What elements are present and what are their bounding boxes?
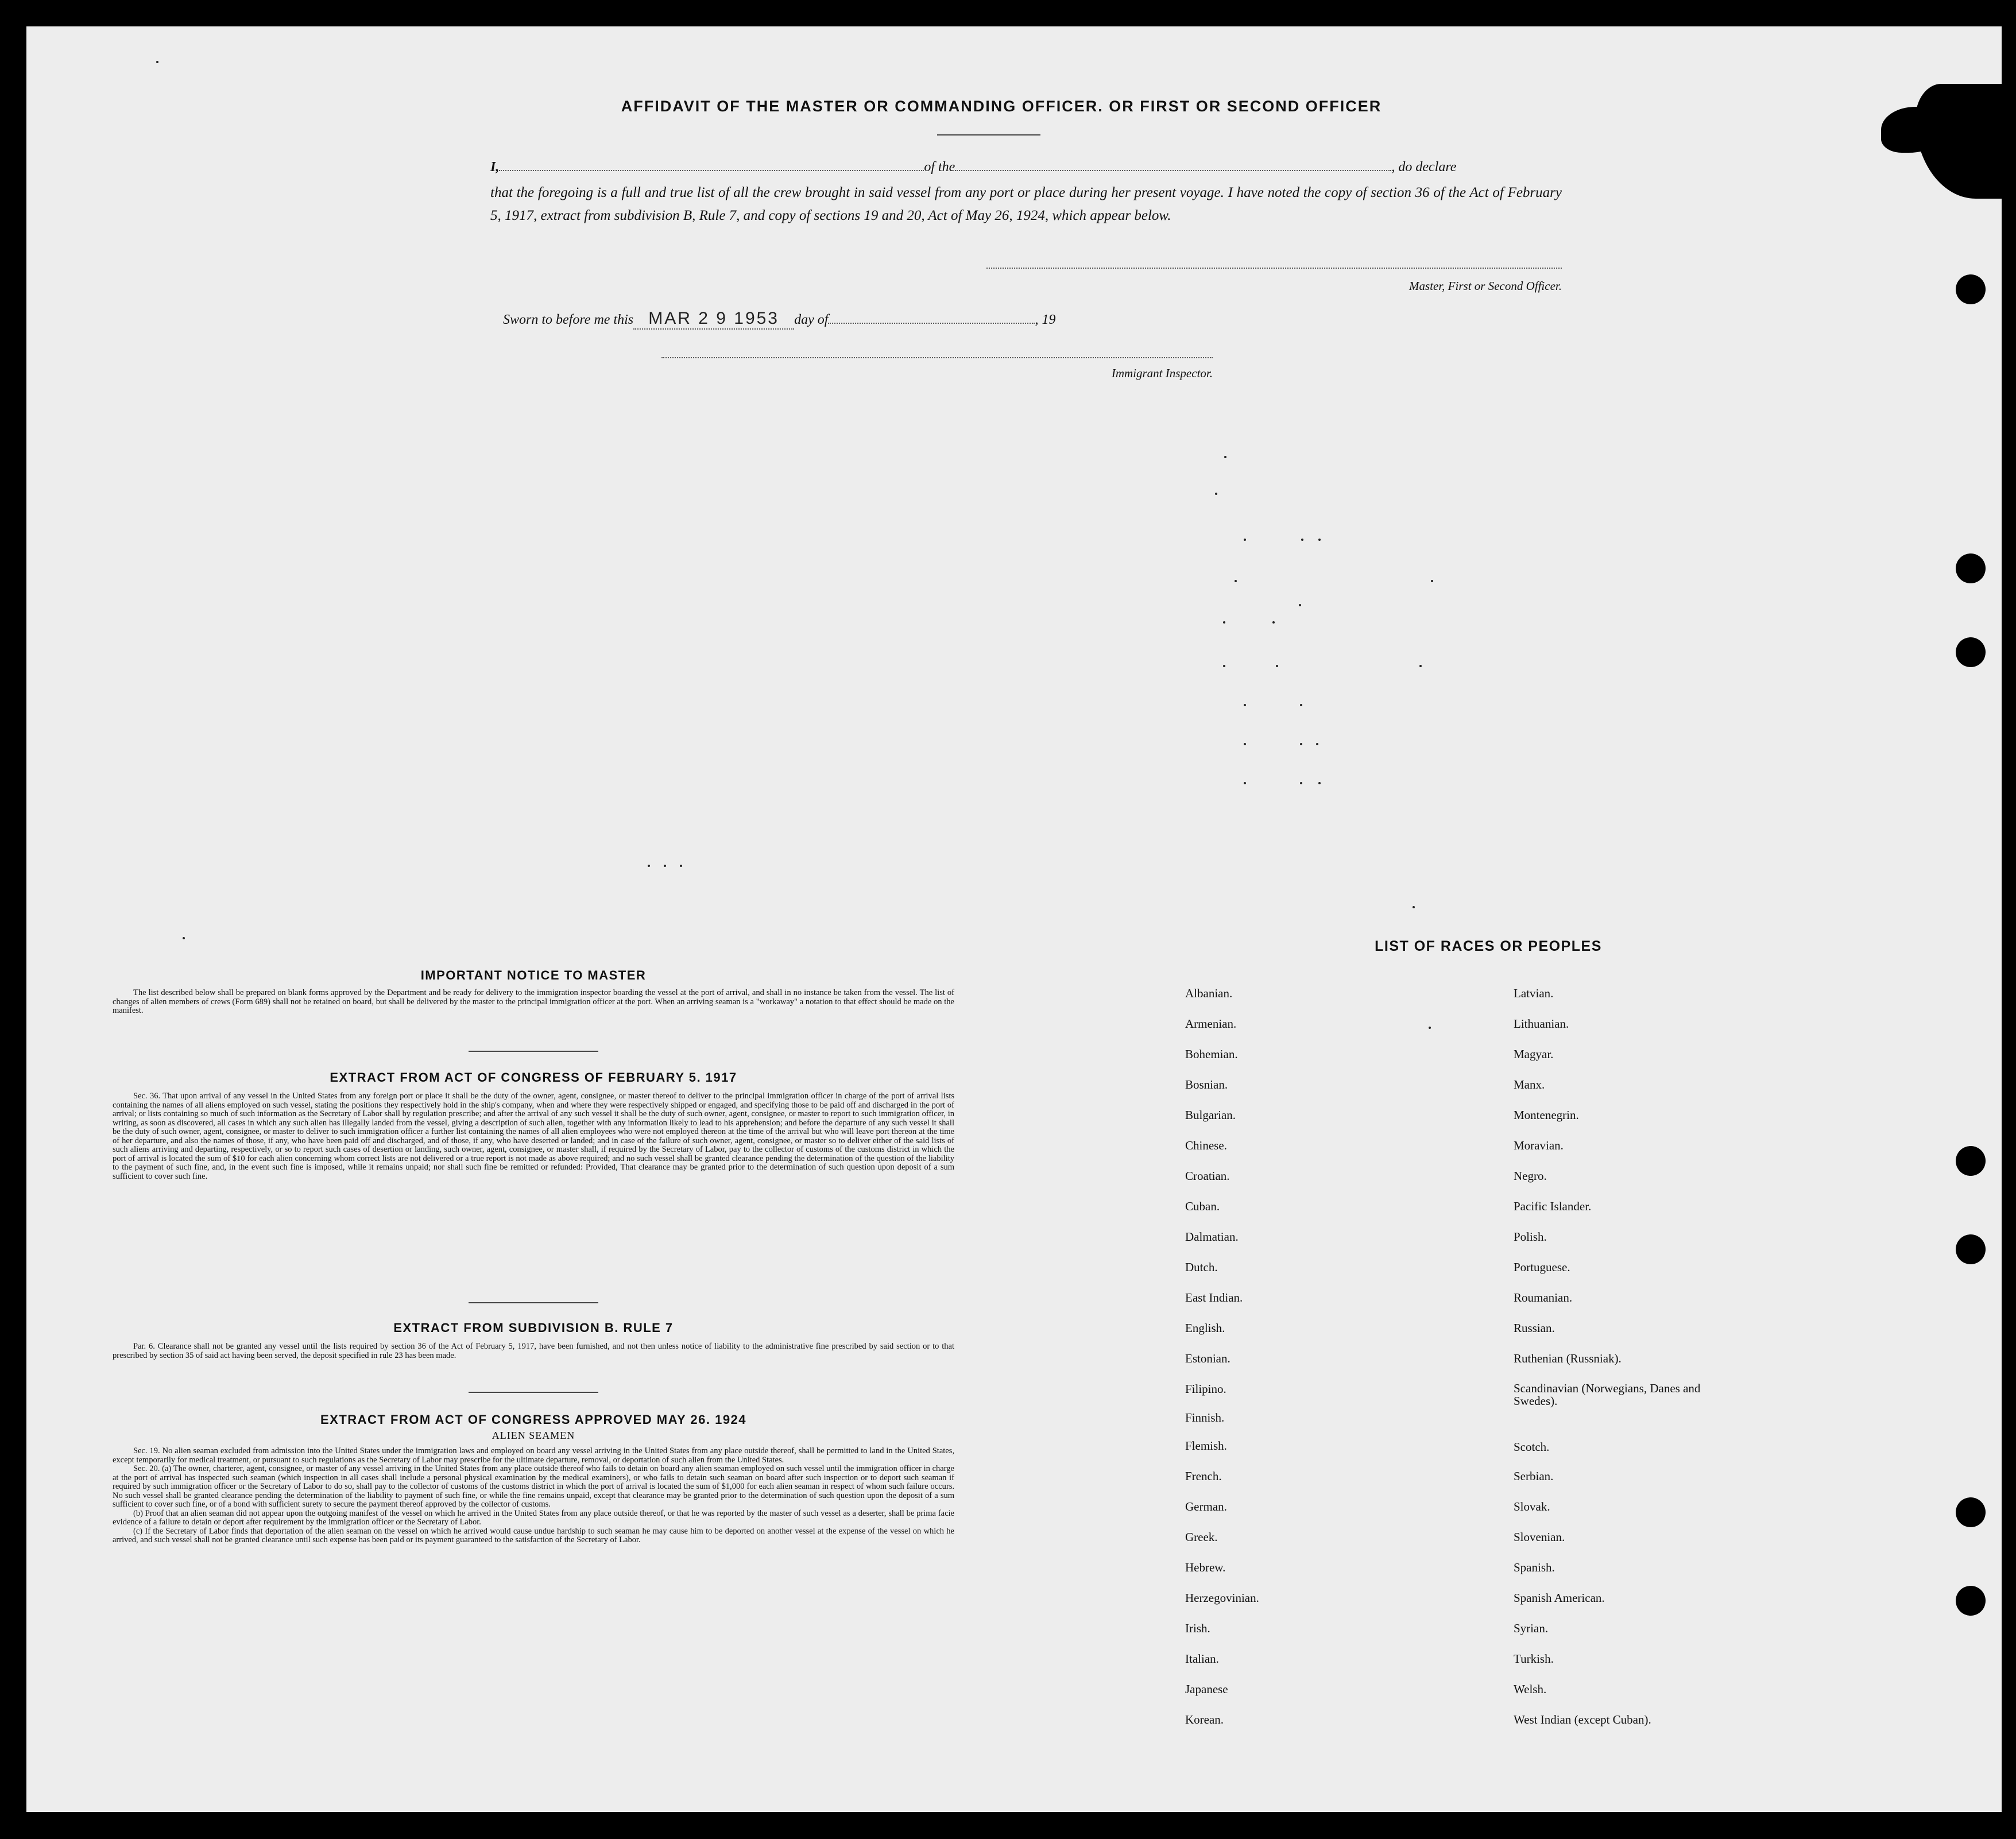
race-right-item: Syrian. (1514, 1621, 1549, 1635)
speck (648, 865, 650, 867)
speck (1235, 580, 1237, 582)
race-left-item: Bulgarian. (1185, 1108, 1236, 1122)
name-field[interactable] (499, 170, 924, 171)
race-right-item: West Indian (except Cuban). (1514, 1713, 1651, 1726)
race-left-item: Korean. (1185, 1713, 1224, 1726)
title-underline (937, 134, 1040, 135)
race-left-item: Albanian. (1185, 986, 1233, 1000)
race-right-item: Ruthenian (Russniak). (1514, 1352, 1622, 1365)
month-field[interactable] (828, 323, 1035, 324)
race-right-item: Roumanian. (1514, 1291, 1573, 1304)
speck (1223, 665, 1225, 667)
races-title: LIST OF RACES OR PEOPLES (1375, 938, 1602, 954)
race-right-item: Scotch. (1514, 1440, 1550, 1454)
race-left-item: Italian. (1185, 1652, 1219, 1666)
inspector-signature-field[interactable] (661, 357, 1213, 358)
speck (1215, 493, 1217, 495)
speck (1316, 743, 1318, 745)
notice-text (113, 989, 954, 1016)
notice-paragraph: The list described below shall be prepared on blank forms approved by the Department and be ready for delivery to the immigration inspector boarding the vessel at the port of arrival, and shall in no instance be taken from the vessel. The list of changes of alien members of crews (Form 689) shall not be retained on board, but shall be delivered by the master to the principal immigration officer at the port. When an arriving seaman is a "workaway" a notation to that effect should be made on the manifest. (113, 988, 954, 1015)
race-right-item: Russian. (1514, 1321, 1555, 1335)
sworn-year: , 19 (1035, 312, 1056, 327)
document-page (26, 26, 2002, 1812)
speck (1429, 1027, 1431, 1029)
race-left-item: Dalmatian. (1185, 1230, 1239, 1244)
race-right-item: Turkish. (1514, 1652, 1554, 1666)
race-left-item: Estonian. (1185, 1352, 1231, 1365)
master-signature-field[interactable] (986, 268, 1562, 269)
speck (1300, 743, 1302, 745)
race-left-item: Chinese. (1185, 1139, 1227, 1152)
race-left-item: Filipino. (1185, 1382, 1226, 1396)
race-right-item: Slovenian. (1514, 1530, 1565, 1544)
binder-hole (1956, 1497, 1986, 1527)
race-left-item: Finnish. (1185, 1411, 1225, 1424)
race-left-item: Armenian. (1185, 1017, 1237, 1031)
speck (664, 865, 666, 867)
race-left-item: Irish. (1185, 1621, 1210, 1635)
race-left-item: Cuban. (1185, 1199, 1220, 1213)
race-left-item: English. (1185, 1321, 1225, 1335)
race-left-item: Hebrew. (1185, 1561, 1226, 1574)
declaration-declare: , do declare (1391, 160, 1457, 175)
race-right-item: Serbian. (1514, 1469, 1554, 1483)
sworn-day-of: day of (794, 312, 829, 327)
rule7-title: EXTRACT FROM SUBDIVISION B. RULE 7 (393, 1321, 674, 1335)
declaration-line (490, 160, 1562, 175)
race-right-item: Manx. (1514, 1078, 1545, 1091)
race-right-item: Spanish American. (1514, 1591, 1605, 1605)
rule7-text (113, 1342, 954, 1360)
speck (1318, 539, 1321, 541)
race-left-item: Croatian. (1185, 1169, 1230, 1183)
section-divider (469, 1302, 598, 1303)
extract-1924-subtitle: ALIEN SEAMEN (492, 1430, 575, 1441)
race-right-item: Moravian. (1514, 1139, 1564, 1152)
extract-1917-text (113, 1092, 954, 1181)
sec20b-paragraph: (b) Proof that an alien seaman did not appear upon the outgoing manifest of the vessel on which he arrived in the United States from any place outside thereof, or that he was reported by the master of such vessel as a deserter, shall be prima facie evidence of a failure to detain or deport after requirement by the immigration officer or the Secretary of Labor. (113, 1508, 954, 1527)
race-left-item: Dutch. (1185, 1260, 1218, 1274)
race-right-item: Portuguese. (1514, 1260, 1570, 1274)
speck (1300, 782, 1302, 784)
speck (183, 937, 185, 939)
race-left-item: East Indian. (1185, 1291, 1243, 1304)
speck (1244, 782, 1246, 784)
binder-hole (1956, 1234, 1986, 1264)
extract-1917-title: EXTRACT FROM ACT OF CONGRESS OF FEBRUARY 5. 1917 (330, 1070, 737, 1085)
race-right-item: Lithuanian. (1514, 1017, 1569, 1031)
extract-1924-text (113, 1447, 954, 1545)
binder-hole (1956, 1586, 1986, 1616)
speck (1419, 665, 1422, 667)
speck (156, 61, 158, 63)
race-left-item: Bohemian. (1185, 1047, 1238, 1061)
race-right-item: Welsh. (1514, 1682, 1547, 1696)
sworn-date-field[interactable] (633, 309, 794, 330)
sec20a-paragraph: Sec. 20. (a) The owner, charterer, agent, consignee, or master of any vessel arriving in the United States from any place outside thereof who fails to detain on board any alien seaman employed on such vessel until the immigration officer in charge at the port of arrival has inspected such seaman (which inspection in all cases shall include a personal physical examination by the medical examiners), or who fails to detain such seaman on board after such inspection or to deport such seaman if required by such immigration officer or the Secretary of Labor to do so, shall pay to the collector of customs of the customs district in which the port of arrival is located the sum of $1,000 for each alien seaman in respect of whom such failure occurs. No such vessel shall be granted clearance pending the determination of the liability to payment of such fine, or while the fine remains unpaid, except that clearance may be granted prior to the determination of such question upon the deposit of a sum sufficient to cover such fine, or of a bond with sufficient surety to secure the payment thereof approved by the collector of customs. (113, 1464, 954, 1509)
race-left-item: French. (1185, 1469, 1222, 1483)
race-right-item: Pacific Islander. (1514, 1199, 1592, 1213)
race-right-item: Montenegrin. (1514, 1108, 1579, 1122)
speck (1318, 782, 1321, 784)
section-divider (469, 1051, 598, 1052)
speck (1301, 539, 1303, 541)
rule7-paragraph: Par. 6. Clearance shall not be granted any vessel until the lists required by section 36 of the Act of February 5, 1917, have been furnished, and not then unless notice of liability to the administrative fine prescribed by said section or to that prescribed by section 35 of said act having been served, the deposit specified in rule 23 has been made. (113, 1342, 954, 1360)
race-left-item: Herzegovinian. (1185, 1591, 1259, 1605)
speck (1223, 621, 1225, 624)
race-right-item: Negro. (1514, 1169, 1547, 1183)
speck (1413, 906, 1415, 908)
speck (1300, 704, 1302, 706)
race-right-item: Scandinavian (Norwegians, Danes and Swedes). (1514, 1381, 1701, 1408)
extract-1917-paragraph: Sec. 36. That upon arrival of any vessel in the United States from any foreign port or place it shall be the duty of the owner, agent, consignee, or master thereof to deliver to the principal immigration officer in charge of the port of arrival lists containing the names of all aliens employed on such vessel, stating the positions they respectively hold in the ship's company, when and where they were respectively shipped or engaged, and specifying those to be paid off and discharged in the port of arrival; or lists containing so much of such information as the Secretary of Labor shall by regulation prescribe; and after the arrival of any such vessel it shall be the duty of such owner, agent, consignee, or master to report to such immigration officer, in writing, as soon as discovered, all cases in which any such alien has illegally landed from the vessel, giving a description of such alien, together with any information likely to lead to his apprehension; and before the departure of any such vessel it shall be the duty of such owner, agent, consignee, or master to deliver to such immigration officer a further list containing the names of all alien employees who were not employed thereon at the time of the arrival but who will leave port thereon at the time of her departure, and also the names of those, if any, who have been paid off and discharged, and of those, if any, who have deserted or landed; and in case of the failure of such owner, agent, consignee, or master so to deliver either of the said lists of such aliens arriving and departing, respectively, or so to report such cases of desertion or landing, such owner, agent, consignee, or master shall, if required by the Secretary of Labor, pay to the collector of customs of the customs district in which the port of arrival is located the sum of $10 for each alien concerning whom correct lists are not delivered or a true report is not made as above required; and no such vessel shall be granted clearance pending the determination of the question of the liability to the payment of such fine, and, in the event such fine is imposed, while it remains unpaid; nor shall such fine be remitted or refunded: Provided, That clearance may be granted prior to the determination of such question upon deposit of a sum sufficient to cover such fine. (113, 1091, 954, 1181)
race-right-item: Slovak. (1514, 1500, 1550, 1513)
date-stamp: MAR 2 9 1953 (648, 309, 779, 328)
master-caption: Master, First or Second Officer. (1409, 279, 1562, 293)
race-left-item: Japanese (1185, 1682, 1228, 1696)
affidavit-title: AFFIDAVIT OF THE MASTER OR COMMANDING OFFICER. OR FIRST OR SECOND OFFICER (621, 98, 1382, 115)
race-right-item: Spanish. (1514, 1561, 1555, 1574)
race-left-item: Greek. (1185, 1530, 1218, 1544)
race-right-item: Latvian. (1514, 986, 1554, 1000)
sworn-prefix: Sworn to before me this (503, 312, 634, 327)
race-left-item: Flemish. (1185, 1439, 1227, 1453)
vessel-field[interactable] (955, 170, 1391, 171)
race-left-item: Bosnian. (1185, 1078, 1228, 1091)
speck (1224, 456, 1226, 458)
binder-hole (1956, 637, 1986, 667)
torn-corner-edge (1916, 84, 2002, 199)
speck (1244, 704, 1246, 706)
speck (1244, 539, 1246, 541)
race-right-item: Polish. (1514, 1230, 1547, 1244)
sec20c-paragraph: (c) If the Secretary of Labor finds that deportation of the alien seaman on the vessel on which he arrived would cause undue hardship to such seaman he may cause him to be deported on another vessel at the expense of the vessel on which he arrived, and such vessel shall not be granted clearance until such expense has been paid or its payment guaranteed to the satisfaction of the Secretary of Labor. (113, 1526, 954, 1544)
declaration-i: I, (490, 160, 500, 175)
notice-title: IMPORTANT NOTICE TO MASTER (420, 968, 647, 982)
speck (1276, 665, 1278, 667)
speck (680, 865, 682, 867)
binder-hole (1956, 1146, 1986, 1176)
speck (1244, 743, 1246, 745)
speck (1299, 604, 1301, 606)
sworn-line (503, 309, 1192, 330)
declaration-of-the: of the (924, 160, 955, 175)
sec19-paragraph: Sec. 19. No alien seaman excluded from admission into the United States under the immigration laws and employed on board any vessel arriving in the United States from any place outside thereof, shall be permitted to land in the United States, except temporarily for medical treatment, or pursuant to such regulations as the Secretary of Labor may prescribe for the ultimate departure, removal, or deportation of such alien from the United States. (113, 1446, 954, 1465)
race-left-item: German. (1185, 1500, 1227, 1513)
race-right-item: Magyar. (1514, 1047, 1554, 1061)
declaration-body: that the foregoing is a full and true list of all the crew brought in said vessel from any port or place during her present voyage. I have noted the copy of section 36 of the Act of February 5, 1917, extract from subdivision B, Rule 7, and copy of sections 19 and 20, Act of May 26, 1924, which appear below. (490, 185, 1562, 223)
inspector-caption: Immigrant Inspector. (1111, 366, 1213, 380)
section-divider (469, 1392, 598, 1393)
speck (1431, 580, 1433, 582)
speck (1272, 621, 1275, 624)
binder-hole (1956, 553, 1986, 583)
extract-1924-title: EXTRACT FROM ACT OF CONGRESS APPROVED MAY 26. 1924 (320, 1412, 747, 1427)
binder-hole (1956, 274, 1986, 304)
